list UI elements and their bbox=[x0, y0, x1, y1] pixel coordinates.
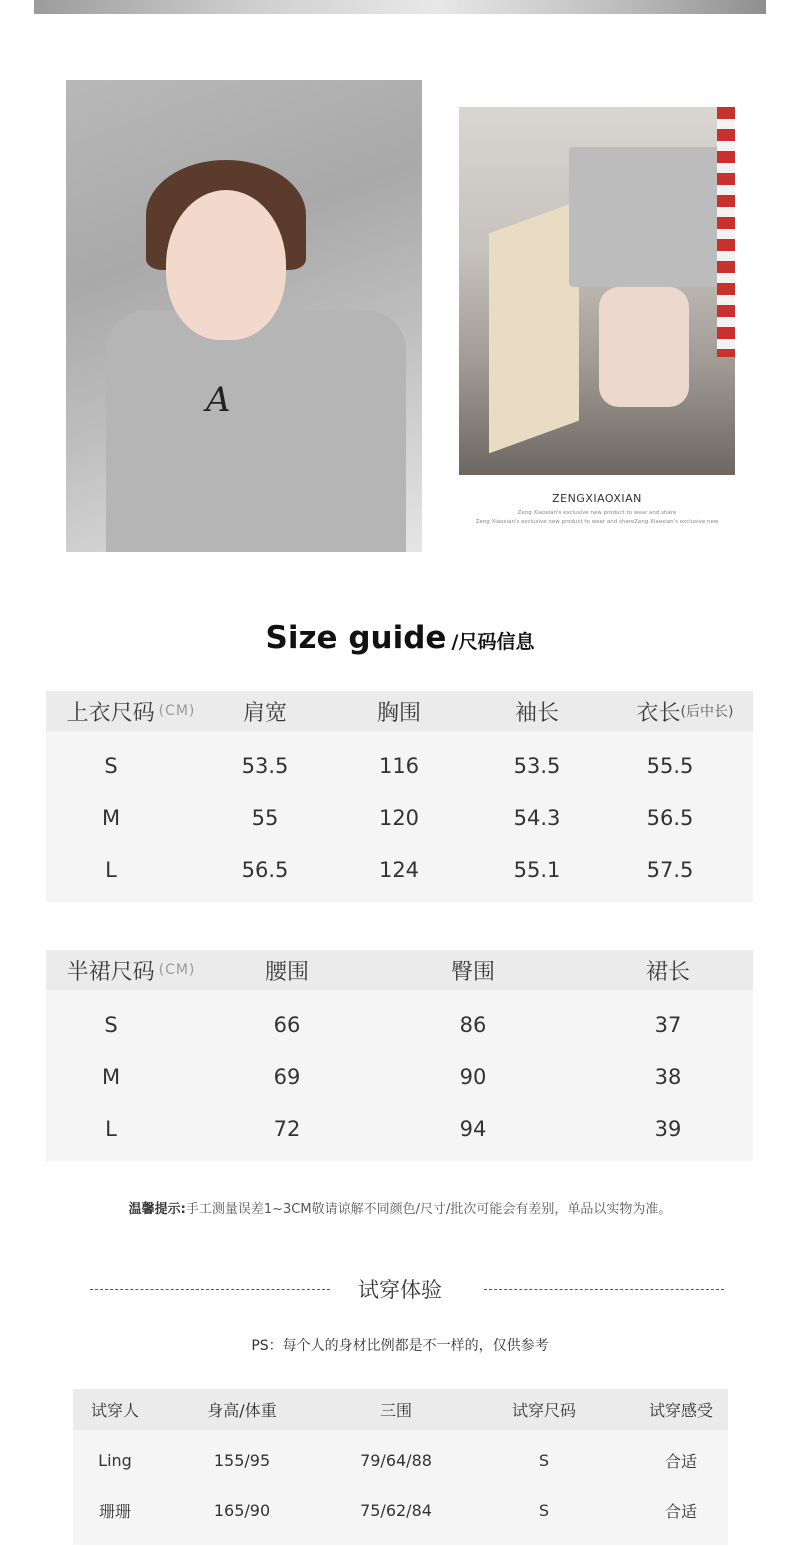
caption-line: Zeng Xiaoxian's exclusive new product to wear and share bbox=[517, 510, 677, 516]
size-guide-title-cn: /尺码信息 bbox=[451, 631, 535, 653]
notice-text: 手工测量误差1~3CM敬请谅解不同颜色/尺寸/批次可能会有差别，单品以实物为准。 bbox=[185, 1202, 672, 1217]
size-guide-title-en: Size guide bbox=[265, 620, 447, 656]
table-row: 珊珊 165/90 75/62/84 S 合适 bbox=[98, 1500, 697, 1521]
tryon-note: PS：每个人的身材比例都是不一样的，仅供参考 bbox=[251, 1338, 549, 1354]
header-col: 衣长 (后中长) bbox=[636, 700, 734, 726]
header-col: 胸围 bbox=[376, 700, 421, 726]
tryon-title: 试穿体验 bbox=[358, 1278, 442, 1302]
top-photo-strip bbox=[34, 0, 766, 14]
header-size-label: 上衣尺码 (CM) bbox=[66, 700, 196, 726]
measurement-notice bbox=[0, 1198, 800, 1217]
tryon-table bbox=[73, 1389, 728, 1545]
table-header bbox=[46, 691, 753, 731]
header-col: 肩宽 bbox=[242, 700, 287, 726]
fridge-door-shape bbox=[489, 201, 579, 454]
caption-line: Zeng Xiaoxian's exclusive new product to wear and shareZeng Xiaoxian's exclusive new bbox=[475, 519, 719, 526]
table-header bbox=[46, 950, 753, 990]
table-row: S 53.5 116 53.5 55.5 bbox=[104, 754, 694, 778]
notice-label: 温馨提示: bbox=[128, 1202, 186, 1217]
table-row: L 56.5 124 55.1 57.5 bbox=[105, 858, 694, 882]
embroidered-logo: A bbox=[206, 380, 231, 420]
sweatshirt-shape bbox=[106, 310, 406, 552]
skirt-shape bbox=[569, 147, 719, 287]
table-row: M 69 90 38 bbox=[101, 1065, 682, 1089]
divider-right bbox=[484, 1289, 724, 1290]
header-size-label: 半裙尺码 (CM) bbox=[66, 959, 196, 985]
header-col: 裙长 bbox=[645, 959, 690, 985]
table-row: S 66 86 37 bbox=[104, 1013, 682, 1037]
table-row: M 55 120 54.3 56.5 bbox=[101, 806, 694, 830]
face-shape bbox=[166, 190, 286, 340]
header-col: 袖长 bbox=[514, 700, 559, 726]
photo-caption bbox=[459, 492, 735, 528]
header-col: 臀围 bbox=[450, 959, 495, 985]
model-photo-left bbox=[66, 80, 422, 552]
table-row: Ling 155/95 79/64/88 S 合适 bbox=[98, 1450, 697, 1471]
legs-shape bbox=[599, 287, 689, 407]
brand-name: ZENGXIAOXIAN bbox=[552, 492, 642, 505]
table-header: 试穿人 身高/体重 三围 试穿尺码 试穿感受 bbox=[73, 1389, 728, 1430]
top-size-table bbox=[46, 691, 753, 902]
size-guide-title bbox=[0, 620, 800, 656]
striped-shirt-shape bbox=[717, 107, 735, 357]
skirt-size-table bbox=[46, 950, 753, 1161]
model-photo-right bbox=[459, 107, 735, 475]
table-row: L 72 94 39 bbox=[105, 1117, 682, 1141]
header-col: 腰围 bbox=[264, 959, 309, 985]
